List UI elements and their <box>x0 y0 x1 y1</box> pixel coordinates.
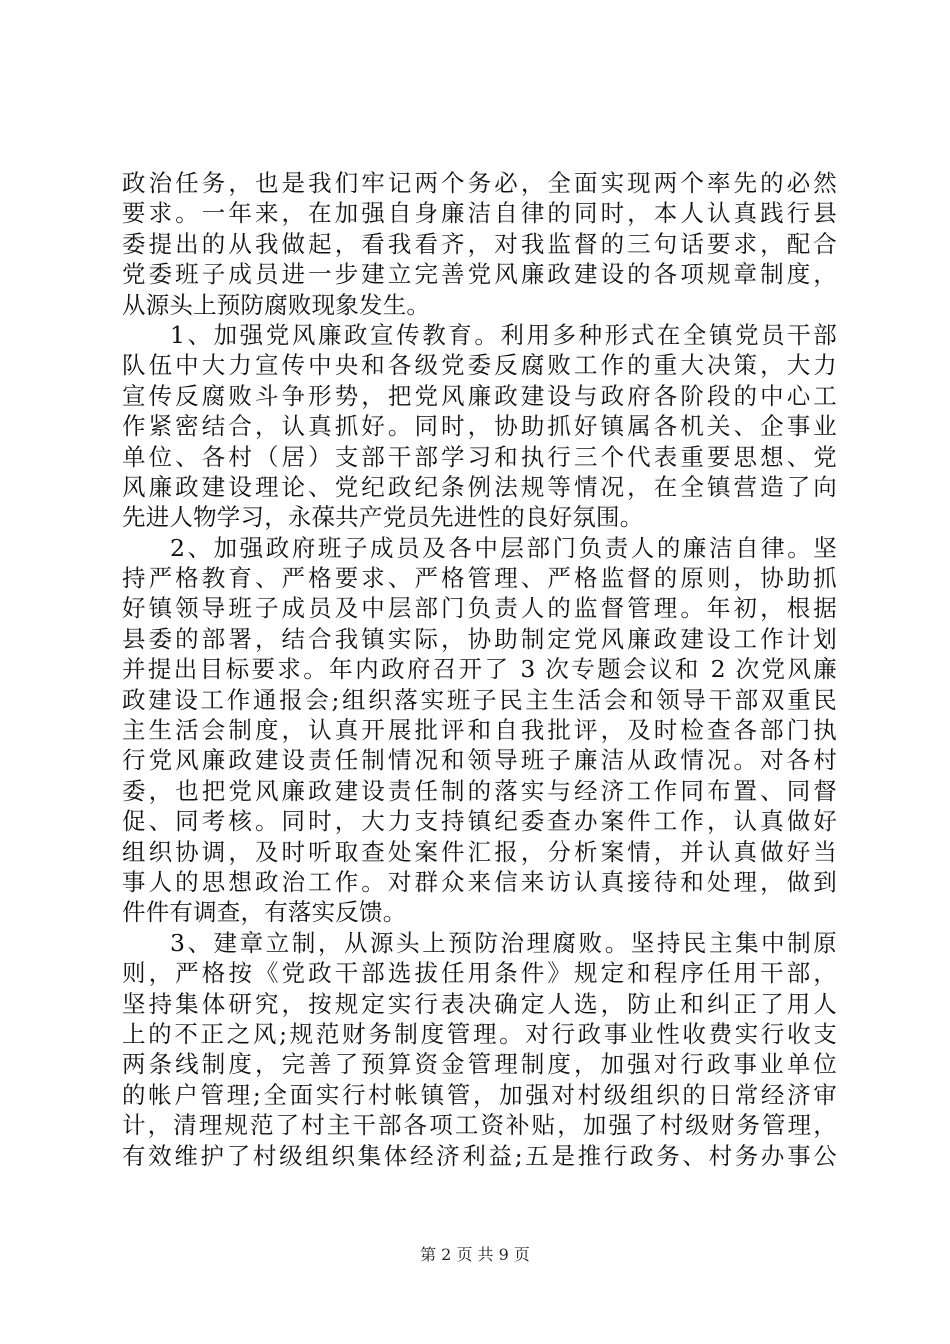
text-line: 政治任务，也是我们牢记两个务必，全面实现两个率先的必然 <box>122 169 837 197</box>
text-line: 计，清理规范了村主干部各项工资补贴，加强了村级财务管理， <box>122 1111 837 1140</box>
text-line: 上的不正之风;规范财务制度管理。对行政事业性收费实行收支 <box>122 1019 837 1048</box>
page-number: 第 2 页 共 9 页 <box>420 1245 530 1264</box>
text-line: 委提出的从我做起，看我看齐，对我监督的三句话要求，配合 <box>122 229 837 258</box>
text-line: 促、同考核。同时，大力支持镇纪委查办案件工作，认真做好 <box>122 807 837 836</box>
text-line: 持严格教育、严格要求、严格管理、严格监督的原则，协助抓 <box>122 564 837 593</box>
text-line: 件件有调查，有落实反馈。 <box>122 898 407 927</box>
text-line: 作紧密结合，认真抓好。同时，协助抓好镇属各机关、企事业 <box>122 412 837 441</box>
text-line: 要求。一年来，在加强自身廉洁自律的同时，本人认真践行县 <box>122 199 837 228</box>
text-line: 县委的部署，结合我镇实际，协助制定党风廉政建设工作计划 <box>122 624 837 653</box>
text-line: 有效维护了村级组织集体经济利益;五是推行政务、村务办事公 <box>122 1141 837 1170</box>
text-line: 2、加强政府班子成员及各中层部门负责人的廉洁自律。坚 <box>170 533 837 562</box>
text-line: 委，也把党风廉政建设责任制的落实与经济工作同布置、同督 <box>122 776 837 805</box>
text-line: 3、建章立制，从源头上预防治理腐败。坚持民主集中制原 <box>170 928 837 957</box>
text-line: 主生活会制度，认真开展批评和自我批评，及时检查各部门执 <box>122 716 837 745</box>
text-line: 并提出目标要求。年内政府召开了 3 次专题会议和 2 次党风廉 <box>122 655 837 684</box>
text-line: 政建设工作通报会;组织落实班子民主生活会和领导干部双重民 <box>122 685 837 714</box>
document-body <box>122 168 837 1171</box>
text-line: 组织协调，及时听取查处案件汇报，分析案情，并认真做好当 <box>122 837 837 866</box>
text-line: 好镇领导班子成员及中层部门负责人的监督管理。年初，根据 <box>122 594 837 623</box>
text-line: 从源头上预防腐败现象发生。 <box>122 290 431 319</box>
text-line: 则，严格按《党政干部选拔任用条件》规定和程序任用干部， <box>122 959 837 988</box>
text-line: 队伍中大力宣传中央和各级党委反腐败工作的重大决策，大力 <box>122 351 837 380</box>
text-line: 行党风廉政建设责任制情况和领导班子廉洁从政情况。对各村 <box>122 746 837 775</box>
text-line: 1、加强党风廉政宣传教育。利用多种形式在全镇党员干部 <box>170 320 837 349</box>
text-line: 两条线制度，完善了预算资金管理制度，加强对行政事业单位 <box>122 1050 837 1079</box>
text-line: 的帐户管理;全面实行村帐镇管，加强对村级组织的日常经济审 <box>122 1080 837 1109</box>
text-line: 宣传反腐败斗争形势，把党风廉政建设与政府各阶段的中心工 <box>122 381 837 410</box>
text-line: 事人的思想政治工作。对群众来信来访认真接待和处理，做到 <box>122 867 837 896</box>
text-line: 党委班子成员进一步建立完善党风廉政建设的各项规章制度， <box>122 260 837 289</box>
text-line: 风廉政建设理论、党纪政纪条例法规等情况，在全镇营造了向 <box>122 472 837 501</box>
text-line: 坚持集体研究，按规定实行表决确定人选，防止和纠正了用人 <box>122 989 837 1018</box>
text-line: 单位、各村（居）支部干部学习和执行三个代表重要思想、党 <box>122 442 837 471</box>
text-line: 先进人物学习，永葆共产党员先进性的良好氛围。 <box>122 503 644 532</box>
